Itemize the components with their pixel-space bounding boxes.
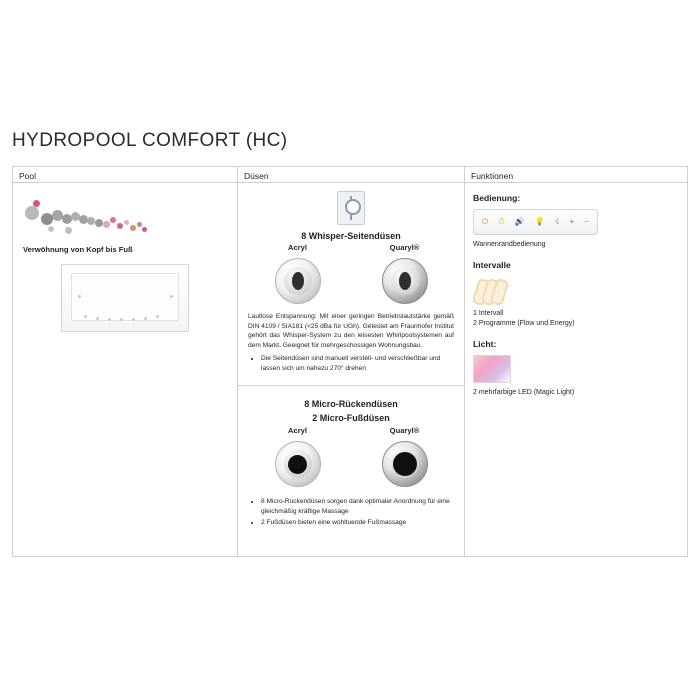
whisper-jet-icon-wrap (244, 191, 458, 225)
licht-caption: 2 mehrfarbige LED (Magic Light) (473, 389, 575, 396)
panel-caption: Wannenrandbedienung (473, 241, 546, 248)
column-pool (13, 167, 238, 556)
material-label: Quaryl® (389, 243, 420, 252)
funktionen-content (465, 183, 687, 556)
material-label: Acryl (288, 426, 307, 435)
whisper-bullets (254, 354, 454, 373)
bathtub-inner (71, 273, 179, 321)
specification-table (12, 166, 688, 557)
column-funktionen (465, 167, 687, 556)
column-header-duesen: Düsen (238, 167, 464, 183)
micro-material-quaryl (351, 426, 458, 487)
list-item: • Die Seitendüsen sind manuell verstell- und verschließbar und lassen sich um nahezu 270° drehen (261, 354, 454, 373)
nozzle-acryl-whisper (275, 258, 321, 304)
intervalle-image (473, 276, 507, 304)
duesen-section-whisper (238, 183, 464, 386)
light-image (473, 355, 511, 383)
light-icon[interactable]: 💡 (534, 217, 545, 226)
whisper-description: Lautlose Entspannung: Mit einer geringen Betriebslautstärke gemäß DIN 4109 / SIA181 (<25 dBa für UGh). Getestet am Fraunhofer Institut gehört das Whisper-System zu den leisesten Whirlpoolsystemen auf dem Markt. Geeignet für mehrgeschossigen Wohnungsbau. (248, 313, 454, 349)
material-label: Quaryl® (389, 426, 420, 435)
bedienung-title: Bedienung: (473, 193, 521, 203)
material-label: Acryl (288, 243, 307, 252)
whisper-material-quaryl (351, 243, 458, 304)
power-icon[interactable]: ⏻ (482, 217, 489, 226)
bathtub-image (61, 264, 189, 332)
whisper-materials (244, 243, 458, 304)
plus-icon[interactable]: + (569, 217, 575, 226)
speaker-icon[interactable]: 🔊 (514, 217, 525, 226)
intervalle-caption-2: 2 Programme (Flow und Energy) (473, 320, 575, 327)
micro-material-acryl (244, 426, 351, 487)
shower-icon[interactable]: ☇ (554, 217, 560, 226)
intervalle-caption-1: 1 Intervall (473, 310, 504, 317)
licht-title: Licht: (473, 339, 497, 349)
whisper-jet-icon (337, 191, 365, 225)
column-duesen (238, 167, 465, 556)
control-panel[interactable] (473, 209, 598, 235)
minus-icon[interactable]: − (584, 217, 589, 226)
column-header-pool: Pool (13, 167, 237, 183)
column-header-funktionen: Funktionen (465, 167, 687, 183)
page-title: HYDROPOOL COMFORT (HC) (12, 130, 288, 151)
micro-bullets (254, 497, 454, 528)
intervalle-title: Intervalle (473, 260, 511, 270)
nozzle-acryl-micro (275, 441, 321, 487)
micro-materials (244, 426, 458, 487)
micro-section-title-line2: 2 Micro-Fußdüsen (312, 413, 390, 423)
pool-content (13, 183, 237, 556)
duesen-section-micro (238, 386, 464, 540)
micro-section-title-line1: 8 Micro-Rückendüsen (304, 399, 398, 409)
clock-icon[interactable]: ⏱ (498, 217, 505, 226)
nozzle-quaryl-micro (382, 441, 428, 487)
person-massage-graphic (25, 197, 185, 241)
pool-caption: Verwöhnung von Kopf bis Fuß (23, 245, 133, 254)
whisper-section-title: 8 Whisper-Seitendüsen (301, 231, 401, 241)
list-item: • 8 Micro-Rückendüsen sorgen dank optimaler Anordnung für eine gleichmäßig kräftige Massage (261, 497, 454, 516)
whisper-material-acryl (244, 243, 351, 304)
list-item: • 2 Fußdüsen bieten eine wohltuende Fußmassage (261, 518, 454, 528)
nozzle-quaryl-whisper (382, 258, 428, 304)
